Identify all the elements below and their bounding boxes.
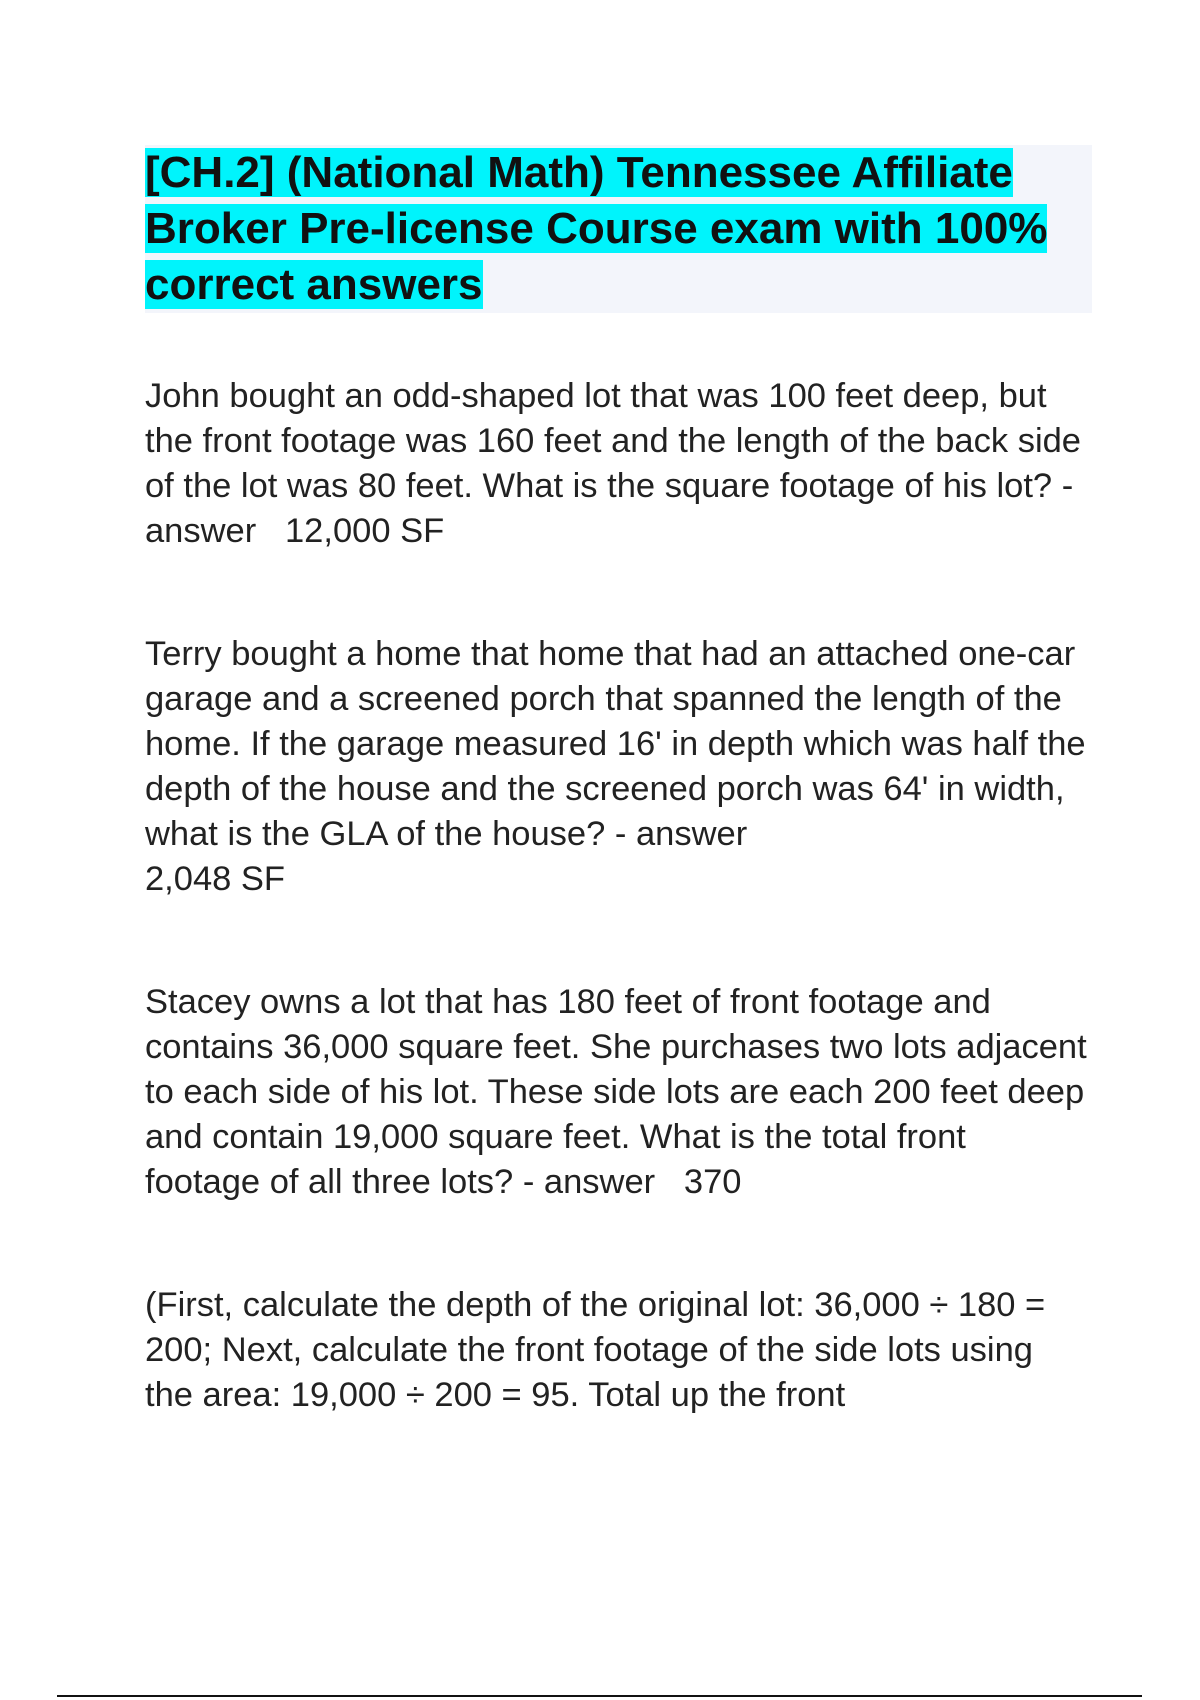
answer-text: 12,000 SF xyxy=(284,512,445,550)
question-item xyxy=(145,374,1090,554)
answer-separator: - answer xyxy=(614,815,748,853)
title-highlight: [CH.2] (National Math) Tennessee Affiliate Broker Pre-license Course exam with 100% correct answers xyxy=(145,148,1048,309)
answer-separator: - answer xyxy=(522,1163,656,1201)
question-item xyxy=(145,980,1090,1205)
page-divider xyxy=(57,1695,1142,1697)
question-text: John bought an odd-shaped lot that was 100 feet deep, but the front footage was 160 feet and the length of the back side of the lot was 80 feet. What is the square footage of his lot? xyxy=(145,377,1081,505)
answer-text: 370 xyxy=(683,1163,742,1201)
question-item xyxy=(145,632,1090,902)
question-text: Terry bought a home that home that had an attached one-car garage and a screened porch that spanned the length of the home. If the garage measured 16' in depth which was half the depth of the house and the screened porch was 64' in width, what is the GLA of the house? xyxy=(145,635,1086,853)
answer-separator: - answer xyxy=(145,467,1074,550)
question-text: Stacey owns a lot that has 180 feet of front footage and contains 36,000 square feet. She purchases two lots adjacent to each side of his lot. These side lots are each 200 feet deep and contain 19,000 square feet. What is the total front footage of all three lots? xyxy=(145,983,1087,1201)
answer-explanation: (First, calculate the depth of the original lot: 36,000 ÷ 180 = 200; Next, calculate the front footage of the side lots using the area: 19,000 ÷ 200 = 95. Total up the front xyxy=(145,1286,1046,1414)
answer-text: 2,048 SF xyxy=(145,860,286,898)
document-title xyxy=(145,145,1092,313)
